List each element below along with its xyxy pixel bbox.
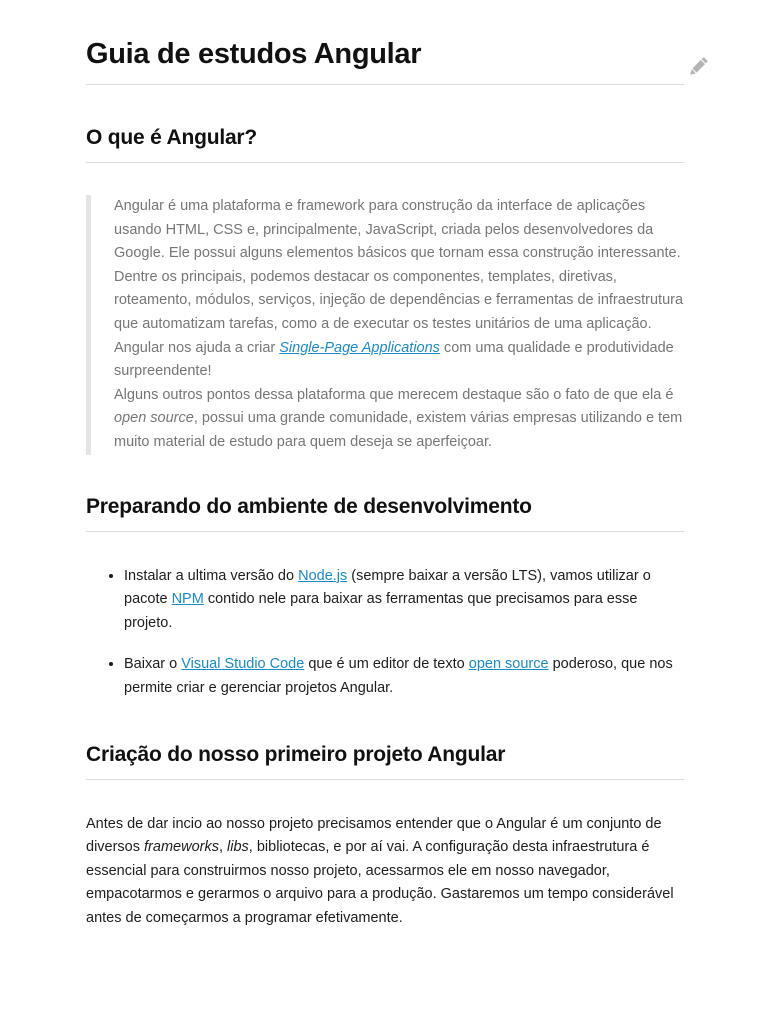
list-item: [124, 653, 684, 701]
vscode-link[interactable]: Visual Studio Code: [181, 655, 305, 672]
text-fragment: , possui uma grande comunidade, existem várias empresas utilizando e tem muito material de estudo para quem deseja se aperfeiçoar.: [114, 410, 683, 450]
text-fragment: Angular nos ajuda a criar: [114, 339, 280, 356]
setup-list: [86, 565, 684, 701]
text-fragment: ,: [218, 839, 228, 856]
open-source-link[interactable]: open source: [468, 655, 549, 672]
emphasis-libs: libs: [227, 839, 249, 856]
spa-link-text: Single-Page Applications: [279, 339, 440, 356]
text-fragment: Instalar a ultima versão do: [124, 567, 299, 584]
text-fragment: , bibliotecas, e por aí vai. A configuração desta infraestrutura é essencial para construirmos nosso projeto, acessarmos ele em nosso navegador, empacotarmos e gerarmos o arquivo para a produção. Gastaremos um tempo considerável antes de começarmos a programar efetivamente.: [86, 839, 674, 926]
text-fragment: poderoso, que nos permite criar e gerenciar projetos Angular.: [124, 655, 673, 696]
emphasis-open-source: open source: [114, 410, 194, 427]
npm-link[interactable]: NPM: [171, 591, 204, 608]
text-fragment: com uma qualidade e produtividade surpreendente!: [114, 339, 674, 380]
text-fragment: que é um editor de texto: [304, 655, 469, 672]
text-fragment: Antes de dar incio ao nosso projeto precisamos entender que o Angular é um conjunto de diversos: [86, 815, 662, 856]
section-heading-create-project: Criação do nosso primeiro projeto Angular: [86, 741, 684, 780]
create-paragraph: [86, 813, 684, 931]
section-heading-what-is-angular: O que é Angular?: [86, 124, 684, 163]
text-fragment: (sempre baixar a versão LTS), vamos utilizar o pacote: [124, 567, 651, 608]
spa-link[interactable]: [279, 340, 440, 356]
nodejs-link[interactable]: Node.js: [298, 567, 348, 584]
text-fragment: Baixar o: [124, 655, 182, 672]
pencil-icon[interactable]: [686, 55, 710, 79]
text-fragment: Alguns outros pontos dessa plataforma que merecem destaque são o fato de que ela é: [114, 386, 674, 403]
section-heading-setup: Preparando do ambiente de desenvolvimento: [86, 493, 684, 532]
list-item: [124, 565, 684, 636]
intro-blockquote: [86, 195, 684, 455]
emphasis-frameworks: frameworks: [144, 839, 219, 856]
text-fragment: contido nele para baixar as ferramentas que precisamos para esse projeto.: [124, 591, 638, 632]
quote-paragraph: Angular é uma plataforma e framework para construção da interface de aplicações usando HTML, CSS e, principalmente, JavaScript, criada pelos desenvolvedores da Google. Ele possui alguns elementos básicos que tornam essa construção interessante.: [114, 198, 681, 262]
document: [86, 0, 684, 930]
quote-paragraph: Dentre os principais, podemos destacar os componentes, templates, diretivas, roteamento, módulos, serviços, injeção de dependências e ferramentas de infraestrutura que automatizam tarefas, como a de executar os testes unitários de uma aplicação.: [114, 268, 684, 332]
page-title: Guia de estudos Angular: [86, 0, 684, 85]
quote-paragraph: [114, 337, 684, 384]
quote-paragraph: [114, 384, 684, 455]
